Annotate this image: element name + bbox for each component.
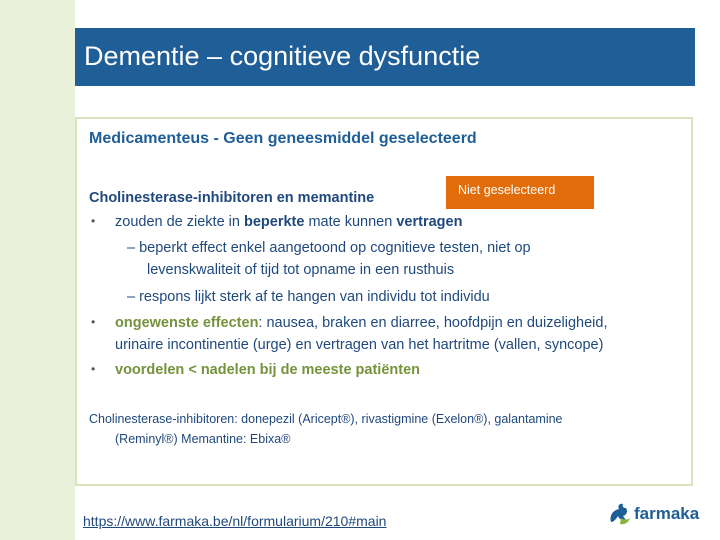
bullet1-text-d: vertragen (396, 214, 463, 230)
bullet1-text-b: beperkte (243, 214, 305, 230)
bullet-item-side-effects (115, 314, 607, 332)
farmaka-logo (607, 500, 700, 530)
bullet-dot: • (91, 362, 96, 376)
footnote-line2: (Reminyl®) Memantine: Ebixa® (115, 432, 291, 446)
footnote-line1: Cholinesterase-inhibitoren: donepezil (Aricept®), rivastigmine (Exelon®), galantamine (89, 412, 563, 426)
formulary-link[interactable]: https://www.farmaka.be/nl/formularium/210#main (83, 513, 387, 529)
subbullet-cognitive-line1: – beperkt effect enkel aangetoond op cognitieve testen, niet op (127, 240, 531, 256)
bullet2-text: : nausea, braken en diarree, hoofdpijn en duizeligheid, (258, 315, 608, 331)
status-badge (446, 176, 594, 209)
subbullet-cognitive-line2: levenskwaliteit of tijd tot opname in een rusthuis (147, 262, 455, 278)
bullet-item-benefits: voordelen < nadelen bij de meeste patiënten (115, 362, 420, 378)
drug-footnote (89, 409, 679, 449)
left-decorative-panel (0, 0, 75, 540)
content-box (75, 117, 693, 486)
bullet-item-side-effects-line2: urinaire incontinentie (urge) en vertragen van het hartritme (vallen, syncope) (115, 337, 604, 353)
bullet1-text-c: mate kunnen (304, 214, 397, 230)
bullet-item-slowing (115, 213, 462, 231)
status-badge-label: Niet geselecteerd (458, 183, 556, 197)
bullet1-text-a: zouden de ziekte in (115, 214, 244, 230)
subbullet-response: – respons lijkt sterk af te hangen van individu tot individu (127, 289, 490, 305)
title-bar (75, 28, 695, 86)
section-heading: Cholinesterase-inhibitoren en memantine (89, 190, 375, 206)
bullet-dot: • (91, 315, 96, 329)
slide-subtitle: Medicamenteus - Geen geneesmiddel geselecteerd (89, 130, 477, 147)
slide-title: Dementie – cognitieve dysfunctie (84, 41, 481, 71)
logo-wordmark: farmaka (634, 504, 700, 523)
bullet-dot: • (91, 214, 96, 228)
bullet2-highlight: ongewenste effecten (115, 315, 259, 331)
